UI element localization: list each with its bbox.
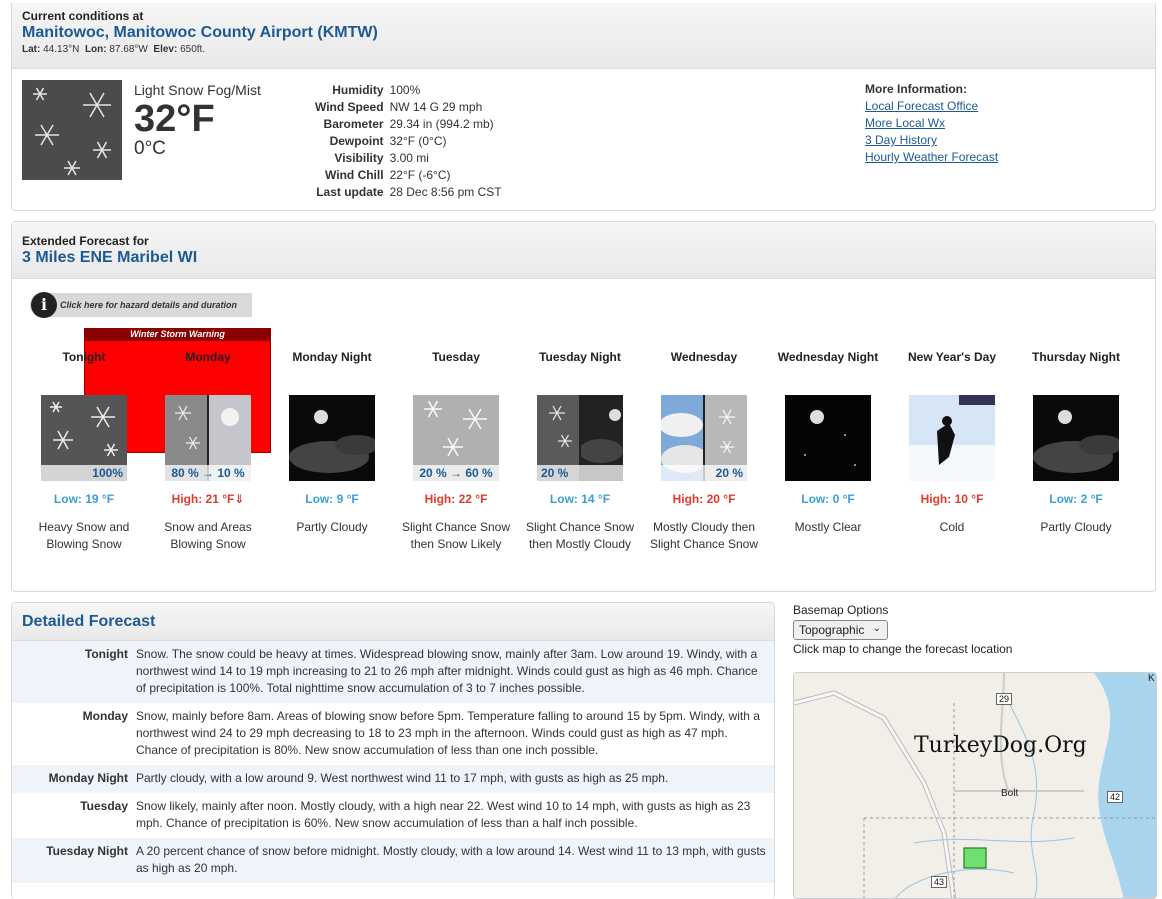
detailed-row-text: Snow. The snow could be heavy at times. Widespread blowing snow, mainly after 3am. Low around 19. Windy, with a northwest wind 14 to 19 mph increasing to 21 to 26 mph after midnight. Winds could gust as high as 46 mph. Chance of precipitation is 100%. Total nighttime snow accumulation of 3 to 7 inches possible.	[136, 647, 758, 695]
detailed-row	[12, 765, 774, 793]
clear-night-icon[interactable]	[785, 395, 871, 481]
precip-chance: 20 % → 60 %	[413, 465, 499, 481]
station-name: Manitowoc, Manitowoc County Airport (KMTW)	[22, 24, 378, 41]
period-name: Monday Night	[292, 350, 372, 364]
route-29-shield: 29	[996, 693, 1012, 705]
period-new-years-day	[890, 344, 1014, 536]
more-information	[865, 82, 998, 166]
detail-value: 29.34 in (994.2 mb)	[389, 116, 494, 131]
snow-to-cloudy-night-icon[interactable]	[537, 395, 623, 481]
basemap-options-label: Basemap Options	[793, 603, 889, 617]
detailed-row-label: Tonight	[84, 647, 128, 661]
winter-storm-warning-label[interactable]: Winter Storm Warning	[84, 328, 271, 341]
detail-row	[312, 183, 505, 200]
period-desc: Slight Chance Snow then Mostly Cloudy	[525, 520, 635, 551]
detail-key: Humidity	[332, 82, 384, 97]
map-place-label: Bolt	[1001, 788, 1019, 799]
period-name: Wednesday	[670, 350, 738, 364]
detail-row	[312, 132, 505, 149]
current-temp-c: 0°C	[134, 138, 166, 159]
period-monday-night	[270, 344, 394, 536]
lat-label: Lat:	[22, 44, 41, 55]
period-temp: Low: 0 °F	[801, 492, 855, 506]
period-wednesday	[642, 344, 766, 553]
basemap-select[interactable]	[793, 620, 888, 640]
elev-value: 650ft.	[180, 44, 206, 55]
precip-chance: 20 %	[661, 465, 747, 481]
period-temp: Low: 14 °F	[549, 492, 611, 506]
current-snow-icon	[22, 80, 122, 180]
period-desc: Snow and Areas Blowing Snow	[164, 520, 252, 551]
current-summary	[134, 82, 261, 160]
extended-forecast-header	[12, 222, 1155, 279]
detail-value: 28 Dec 8:56 pm CST	[389, 184, 502, 199]
period-tuesday	[394, 344, 518, 553]
detail-key: Last update	[316, 184, 384, 199]
station-coords	[22, 44, 1145, 55]
hazard-details-button[interactable]	[30, 293, 252, 317]
link-3-day-history[interactable]: 3 Day History	[865, 133, 938, 147]
detail-value: 22°F (-6°C)	[389, 167, 451, 182]
forecast-location: 3 Miles ENE Maribel WI	[22, 249, 198, 266]
heavy-snow-icon[interactable]	[41, 395, 127, 481]
detail-value: 3.00 mi	[389, 150, 429, 165]
map-watermark: TurkeyDog.Org	[914, 733, 1087, 758]
precip-chance: 100%	[41, 465, 127, 481]
detailed-row-label: Monday	[82, 709, 128, 723]
extended-forecast-panel	[11, 221, 1156, 592]
period-temp: Low: 19 °F	[53, 492, 115, 506]
detail-value: 100%	[389, 82, 421, 97]
chevron-down-icon: ⌄	[872, 623, 881, 634]
period-desc: Partly Cloudy	[296, 520, 368, 534]
period-tuesday-night	[518, 344, 642, 553]
snow-likely-icon[interactable]	[413, 395, 499, 481]
period-temp: High: 20 °F	[672, 492, 736, 506]
detail-value: 32°F (0°C)	[389, 133, 447, 148]
period-desc: Heavy Snow and Blowing Snow	[38, 520, 130, 551]
partly-cloudy-night-icon[interactable]	[289, 395, 375, 481]
link-hourly-forecast[interactable]: Hourly Weather Forecast	[865, 150, 999, 164]
map-corner-label: K	[1148, 673, 1155, 684]
route-43-shield: 43	[931, 876, 947, 888]
period-thursday-night	[1014, 344, 1138, 536]
detail-value: NW 14 G 29 mph	[389, 99, 483, 114]
more-info-title: More Information:	[865, 82, 967, 96]
current-conditions-panel	[11, 3, 1156, 211]
current-details-table	[312, 81, 505, 200]
snow-to-sun-icon[interactable]	[165, 395, 251, 481]
detail-row	[312, 98, 505, 115]
period-name: Wednesday Night	[777, 350, 879, 364]
detailed-row-text: Snow likely, mainly after noon. Mostly cloudy, with a high near 22. West wind 10 to 14 mph, with gusts as high as 23 mph. Chance of precipitation is 60%. New snow accumulation of less than a half inch possible.	[136, 799, 751, 830]
detailed-row-label: Monday Night	[48, 771, 128, 785]
detail-row	[312, 149, 505, 166]
period-name: Tuesday Night	[539, 350, 621, 364]
detail-row	[312, 115, 505, 132]
period-desc: Cold	[939, 520, 965, 534]
detailed-row-label: Tuesday	[80, 799, 128, 813]
detailed-row-text: Partly cloudy, with a low around 9. West northwest wind 11 to 17 mph, with gusts as high as 25 mph.	[136, 771, 669, 785]
period-name: Monday	[185, 350, 231, 364]
period-desc: Mostly Cloudy then Slight Chance Snow	[649, 520, 759, 551]
period-name: Thursday Night	[1031, 350, 1120, 364]
period-temp: High: 21 °F⇓	[171, 492, 245, 506]
period-tonight	[22, 344, 146, 553]
partly-cloudy-night-icon[interactable]	[1033, 395, 1119, 481]
period-temp: High: 22 °F	[424, 492, 488, 506]
lon-value: 87.68°W	[109, 44, 148, 55]
link-local-forecast-office[interactable]: Local Forecast Office	[865, 99, 979, 113]
precip-chance: 80 % → 10 %	[165, 465, 251, 481]
map-basemap	[794, 673, 1157, 899]
lat-value: 44.13°N	[43, 44, 80, 55]
hazard-details-label: Click here for hazard details and duration	[60, 300, 238, 310]
extended-forecast-label: Extended Forecast for	[22, 234, 149, 248]
link-more-local-wx[interactable]: More Local Wx	[865, 116, 946, 130]
detail-key: Dewpoint	[329, 133, 384, 148]
basemap-select-value: Topographic	[799, 623, 865, 637]
period-name: New Year's Day	[907, 350, 997, 364]
period-desc: Mostly Clear	[794, 520, 862, 534]
detailed-row	[12, 838, 774, 883]
detailed-row-text: A 20 percent chance of snow before midnight. Mostly cloudy, with a low around 14. West wind 11 to 13 mph, with gusts as high as 20 mph.	[136, 844, 766, 875]
info-icon: i	[31, 292, 57, 318]
detail-key: Wind Chill	[325, 167, 384, 182]
detailed-row-text: Snow, mainly before 8am. Areas of blowing snow before 5pm. Temperature falling to around 15 by 5pm. Windy, with a northwest wind 24 to 29 mph decreasing to 18 to 23 mph in the afternoon. Winds could gust as high as 47 mph. Chance of precipitation is 80%. New snow accumulation of less than one inch possible.	[136, 709, 760, 757]
period-wednesday-night	[766, 344, 890, 536]
detail-key: Barometer	[323, 116, 384, 131]
period-name: Tuesday	[432, 350, 480, 364]
detailed-forecast-title: Detailed Forecast	[12, 603, 774, 641]
period-name: Tonight	[62, 350, 106, 364]
current-conditions-header	[12, 3, 1155, 69]
current-weather-text: Light Snow Fog/Mist	[134, 82, 261, 98]
period-temp: Low: 2 °F	[1049, 492, 1103, 506]
detail-key: Wind Speed	[315, 99, 384, 114]
map-hint: Click map to change the forecast location	[793, 642, 1013, 656]
detail-key: Visibility	[334, 150, 384, 165]
precip-chance: 20 %	[537, 465, 623, 481]
route-42-shield: 42	[1107, 791, 1123, 803]
detailed-row-label: Tuesday Night	[46, 844, 128, 858]
forecast-map[interactable]	[793, 672, 1157, 899]
period-desc: Partly Cloudy	[1040, 520, 1112, 534]
period-desc: Slight Chance Snow then Snow Likely	[401, 520, 511, 551]
detailed-forecast-panel	[11, 602, 775, 899]
detail-row	[312, 166, 505, 183]
period-monday	[146, 344, 270, 553]
lon-label: Lon:	[84, 44, 107, 55]
detailed-row	[12, 793, 774, 838]
period-temp: Low: 9 °F	[305, 492, 359, 506]
current-conditions-label: Current conditions at	[22, 9, 144, 23]
current-temp-f: 32°F	[134, 98, 215, 140]
period-temp: High: 10 °F	[920, 492, 984, 506]
detail-row	[312, 81, 505, 98]
elev-label: Elev:	[153, 44, 178, 55]
detailed-row	[12, 703, 774, 765]
detailed-row	[12, 641, 774, 703]
cold-icon[interactable]	[909, 395, 995, 481]
cloudy-to-snow-icon[interactable]	[661, 395, 747, 481]
